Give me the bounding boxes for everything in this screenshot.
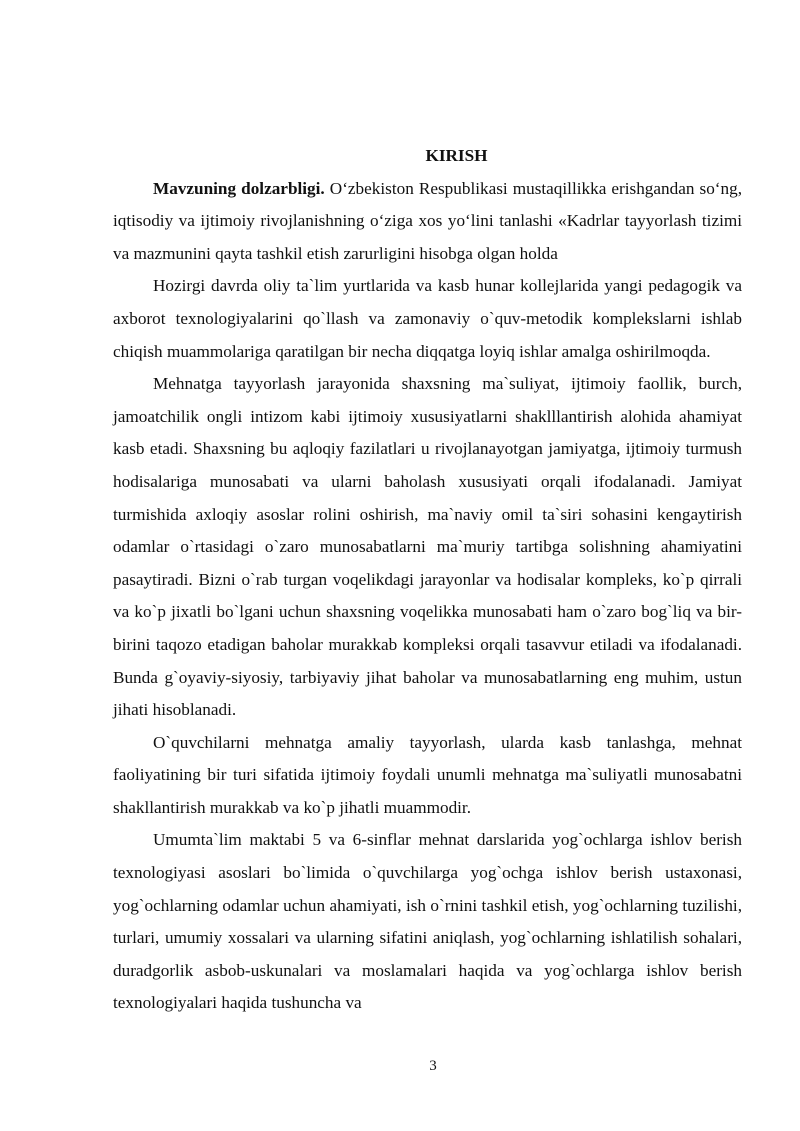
paragraph-lead: Mavzuning dolzarbligi. — [153, 178, 325, 198]
paragraph-text: Umumta`lim maktabi 5 va 6-sinflar mehnat darslarida yog`ochlarga ishlov berish texnologiyasi asoslari bo`limida o`quvchilarga yog`ochga ishlov berish ustaxonasi, yog`ochlarning odamlar uchun ahamiyati, ish o`rnini tashkil etish, yog`ochlarning tuzilishi, turlari, umumiy xossalari va ularning sifatini aniqlash, yog`ochlarning ishlatilish sohalari, duradgorlik asbob-uskunalari va moslamalari haqida va yog`ochlarga ishlov berish texnologiyalari haqida tushuncha va — [113, 830, 742, 1013]
page-number: 3 — [429, 1058, 437, 1074]
page-content — [113, 140, 742, 1020]
paragraph-relevance — [113, 173, 742, 271]
paragraph-text: O`quvchilarni mehnatga amaliy tayyorlash, ularda kasb tanlashga, mehnat faoliyatining bir turi sifatida ijtimoiy foydali unumli mehnatga ma`suliyatli munosabatni shakllantirish murakkab va ko`p jihatli muammodir. — [113, 732, 742, 817]
section-title: KIRISH — [425, 146, 488, 165]
paragraph-text: O‘zbekiston Respublikasi mustaqillikka erishgandan so‘ng, iqtisodiy va ijtimoiy rivojlanishning o‘ziga xos yo‘lini tanlashi «Kadrlar tayyorlash tizimi va mazmunini qayta tashkil etish zarurligini hisobga olgan holda — [113, 178, 743, 263]
paragraph-text: Mehnatga tayyorlash jarayonida shaxsning ma`suliyat, ijtimoiy faollik, burch, jamoatchilik ongli intizom kabi ijtimoiy xususiyatlarni shaklllantirish alohida ahamiyat kasb etadi. Shaxsning bu aqloqiy fazilatlari u rivojlanayotgan jamiyatga, ijtimoiy turmush hodisalariga munosabati va ularni baholash xususiyati orqali ifodalanadi. Jamiyat turmishida axloqiy asoslar rolini oshirish, ma`naviy omil ta`siri sohasini kengaytirish odamlar o`rtasidagi o`zaro munosabatlarni ma`muriy tartibga solishning ahamiyatini pasaytiradi. Bizni o`rab turgan voqelikdagi jarayonlar va hodisalar kompleks, ko`p qirrali va ko`p jixatli bo`lgani uchun shaxsning voqelikka munosabati ham o`zaro bog`liq va bir-birini taqozo etadigan baholar murakkab kompleksi orqali tasavvur etiladi va ifodalanadi. Bunda g`oyaviy-siyosiy, tarbiyaviy jihat baholar va munosabatlarning eng muhim, ustun jihati hisoblanadi. — [113, 374, 742, 720]
paragraph-text: Hozirgi davrda oliy ta`lim yurtlarida va kasb hunar kollejlarida yangi pedagogik va axborot texnologiyalarini qo`llash va zamonaviy o`quv-metodik komplekslarni ishlab chiqish muammolariga qaratilgan bir necha diqqatga loyiq ishlar amalga oshirilmoqda. — [113, 276, 742, 361]
